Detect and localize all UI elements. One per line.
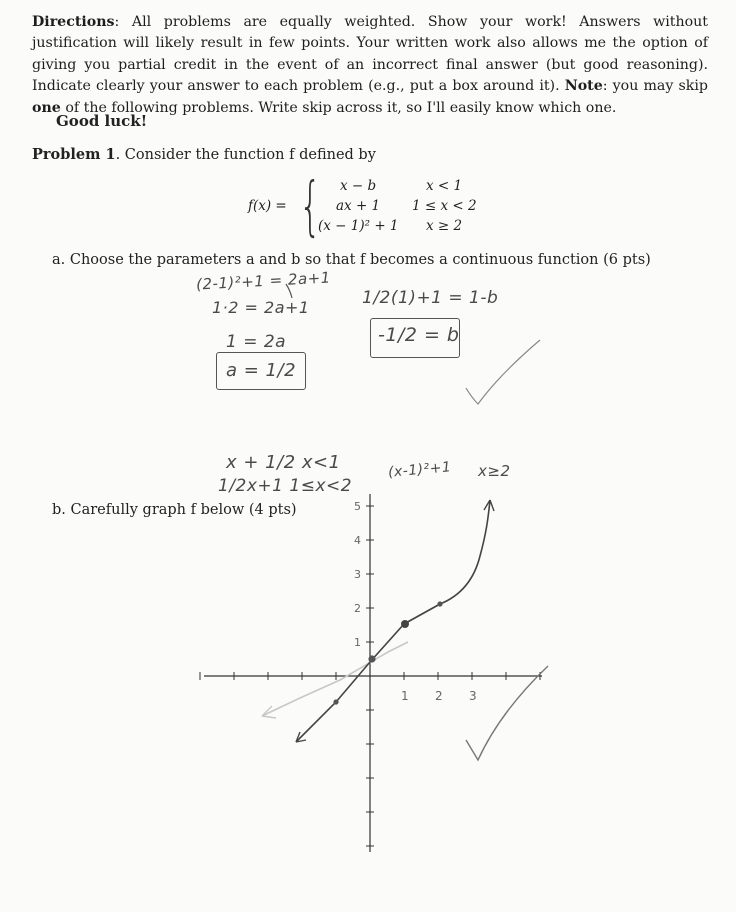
graph-piece-2 (404, 604, 440, 624)
case-1-cond: x < 1 (426, 178, 463, 194)
handwritten-g-line-3: (x-1)²+1 (387, 459, 452, 481)
y-tick-labels (354, 500, 361, 649)
grader-checkmark-icon (466, 666, 548, 760)
good-luck: Good luck! (56, 112, 148, 130)
graph-piece-1 (296, 624, 404, 742)
case-3-cond: x ≥ 2 (426, 218, 463, 234)
case-3-expr: (x − 1)² + 1 (318, 218, 399, 234)
problem-label: Problem 1 (32, 146, 116, 163)
handwritten-a-line-3: 1 = 2a (226, 332, 287, 352)
case-2-cond: 1 ≤ x < 2 (412, 198, 477, 214)
handwritten-g-line-4: x≥2 (478, 462, 511, 480)
graph-point (401, 620, 409, 628)
pencil-sketch-line (262, 642, 408, 716)
handwritten-g-line-2: 1/2x+1 1≤x<2 (218, 476, 353, 496)
x-tick-labels (401, 689, 477, 703)
handwritten-b-line-1: 1/2(1)+1 = 1-b (362, 288, 499, 308)
pen-mark (286, 284, 292, 298)
handwritten-g-line-1: x + 1/2 x<1 (226, 452, 341, 473)
y-tick-label: 2 (354, 602, 361, 615)
case-1-expr: x − b (340, 178, 377, 194)
directions-label: Directions (32, 14, 115, 30)
graph-point (368, 655, 375, 662)
case-2-expr: ax + 1 (336, 198, 381, 214)
y-tick-label: 3 (354, 568, 361, 581)
graph-point (437, 601, 442, 606)
y-tick-label: 5 (354, 500, 361, 513)
left-brace: { (299, 170, 322, 244)
graph-point (333, 699, 338, 704)
y-tick-label: 4 (354, 534, 361, 547)
part-b-prompt: b. Carefully graph f below (4 pts) (52, 502, 297, 518)
handwritten-a-line-1: (2-1)²+1 = 2a+1 (195, 268, 332, 294)
note-one: one (32, 99, 61, 116)
part-a-prompt: a. Choose the parameters a and b so that f becomes a continuous function (6 pts) (52, 252, 651, 268)
note-text-2: of the following problems. Write skip across it, so I'll easily know which one. (60, 99, 617, 116)
problem-intro: . Consider the function f defined by (115, 147, 376, 163)
function-lhs: f(x) = (248, 198, 287, 214)
graph-piece-3 (440, 500, 490, 604)
note-label: Note (564, 78, 603, 95)
x-tick-label: 1 (401, 689, 409, 703)
y-tick-label: 1 (354, 636, 361, 649)
handwritten-a-answer: a = 1/2 (226, 360, 297, 381)
handwritten-b-answer: -1/2 = b (378, 324, 460, 346)
grader-checkmark-icon (466, 340, 540, 404)
x-tick-label: 2 (435, 689, 443, 703)
handwritten-a-line-2: 1·2 = 2a+1 (212, 298, 310, 317)
directions-text: : All problems are equally weighted. Show your work! Answers without justification will likely result in few points. Your written work also allows me the option of giving you partial credit in the event of an incorrect final answer (but good reasoning). Indicate clearly your answer to each problem (e.g., put a box around it). (32, 14, 708, 95)
x-tick-label: 3 (469, 689, 477, 703)
note-text-1: : you may skip (602, 78, 708, 95)
